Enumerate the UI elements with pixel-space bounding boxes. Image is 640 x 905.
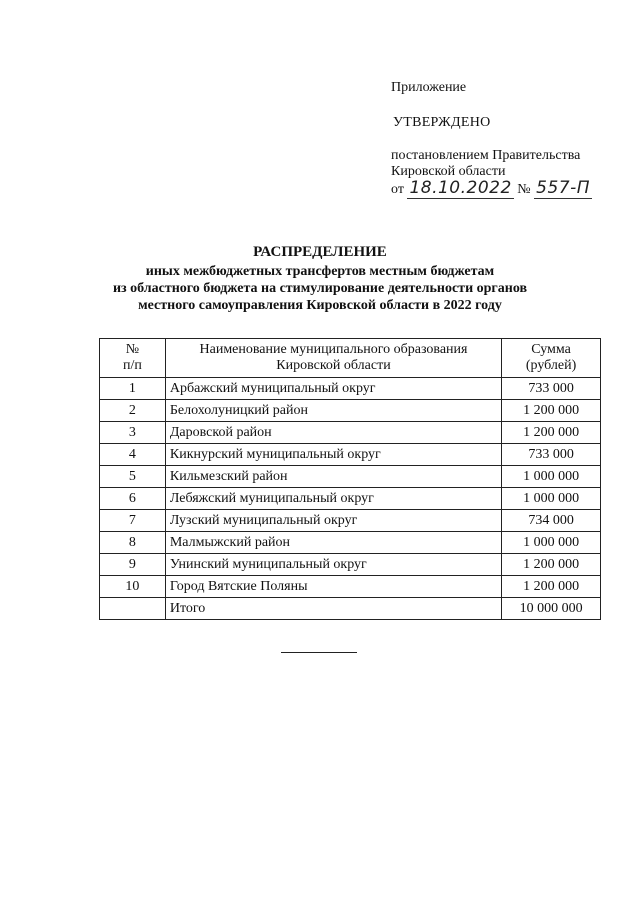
- header-name-line1: Наименование муниципального образования: [199, 342, 468, 357]
- row-num: 8: [100, 532, 166, 554]
- row-num: 4: [100, 444, 166, 466]
- row-num: 3: [100, 422, 166, 444]
- document-subtitle-3: местного самоуправления Кировской области в 2022 году: [138, 298, 502, 313]
- document-subtitle-2: из областного бюджета на стимулирование деятельности органов: [112, 281, 528, 296]
- decree-line-2: Кировской области: [391, 164, 506, 179]
- row-num: 9: [100, 554, 166, 576]
- row-sum: 1 200 000: [502, 554, 601, 576]
- header-sum-line2: (рублей): [525, 358, 577, 373]
- header-name: [165, 339, 501, 378]
- approved-label: УТВЕРЖДЕНО: [393, 115, 491, 130]
- row-name: Белохолуницкий район: [165, 400, 501, 422]
- row-name: Кикнурский муниципальный округ: [165, 444, 501, 466]
- table-row: [100, 532, 601, 554]
- handwritten-number: 557-П: [536, 178, 591, 198]
- document-subtitle-1: иных межбюджетных трансфертов местным бюджетам: [145, 264, 495, 279]
- header-sum: [502, 339, 601, 378]
- number-prefix: №: [517, 182, 531, 197]
- row-num: 5: [100, 466, 166, 488]
- row-sum: 1 000 000: [502, 532, 601, 554]
- row-sum: 1 200 000: [502, 422, 601, 444]
- date-prefix: от: [391, 182, 404, 197]
- row-num: 1: [100, 378, 166, 400]
- row-num: 7: [100, 510, 166, 532]
- row-name: Даровской район: [165, 422, 501, 444]
- table-row: [100, 422, 601, 444]
- row-sum: 1 000 000: [502, 488, 601, 510]
- row-name: Кильмезский район: [165, 466, 501, 488]
- table-row: [100, 466, 601, 488]
- total-num: [100, 598, 166, 620]
- handwritten-date: 18.10.2022: [409, 178, 512, 198]
- distribution-table: [99, 338, 601, 620]
- row-sum: 1 200 000: [502, 576, 601, 598]
- row-sum: 734 000: [502, 510, 601, 532]
- row-name: Унинский муниципальный округ: [165, 554, 501, 576]
- header-name-line2: Кировской области: [276, 358, 391, 373]
- header-num-line2: п/п: [122, 358, 142, 373]
- row-num: 2: [100, 400, 166, 422]
- decree-line-1: постановлением Правительства: [391, 148, 581, 163]
- table-row: [100, 510, 601, 532]
- row-name: Арбажский муниципальный округ: [165, 378, 501, 400]
- row-name: Малмыжский район: [165, 532, 501, 554]
- row-sum: 733 000: [502, 444, 601, 466]
- header-num: [100, 339, 166, 378]
- total-sum: 10 000 000: [502, 598, 601, 620]
- end-divider: [281, 652, 357, 653]
- row-num: 10: [100, 576, 166, 598]
- table-row: [100, 378, 601, 400]
- total-name: Итого: [165, 598, 501, 620]
- row-sum: 733 000: [502, 378, 601, 400]
- document-title: РАСПРЕДЕЛЕНИЕ: [253, 244, 387, 260]
- appendix-label: Приложение: [391, 80, 467, 95]
- table-row: [100, 554, 601, 576]
- table-header-row: [100, 339, 601, 378]
- table-row: [100, 488, 601, 510]
- header-num-line1: №: [125, 342, 140, 357]
- row-sum: 1 200 000: [502, 400, 601, 422]
- table-row: [100, 400, 601, 422]
- decree-date-row: [391, 180, 592, 198]
- table-row: [100, 576, 601, 598]
- header-sum-line1: Сумма: [531, 342, 571, 357]
- row-sum: 1 000 000: [502, 466, 601, 488]
- row-name: Лебяжский муниципальный округ: [165, 488, 501, 510]
- row-name: Лузский муниципальный округ: [165, 510, 501, 532]
- table-total-row: [100, 598, 601, 620]
- row-num: 6: [100, 488, 166, 510]
- row-name: Город Вятские Поляны: [165, 576, 501, 598]
- table-row: [100, 444, 601, 466]
